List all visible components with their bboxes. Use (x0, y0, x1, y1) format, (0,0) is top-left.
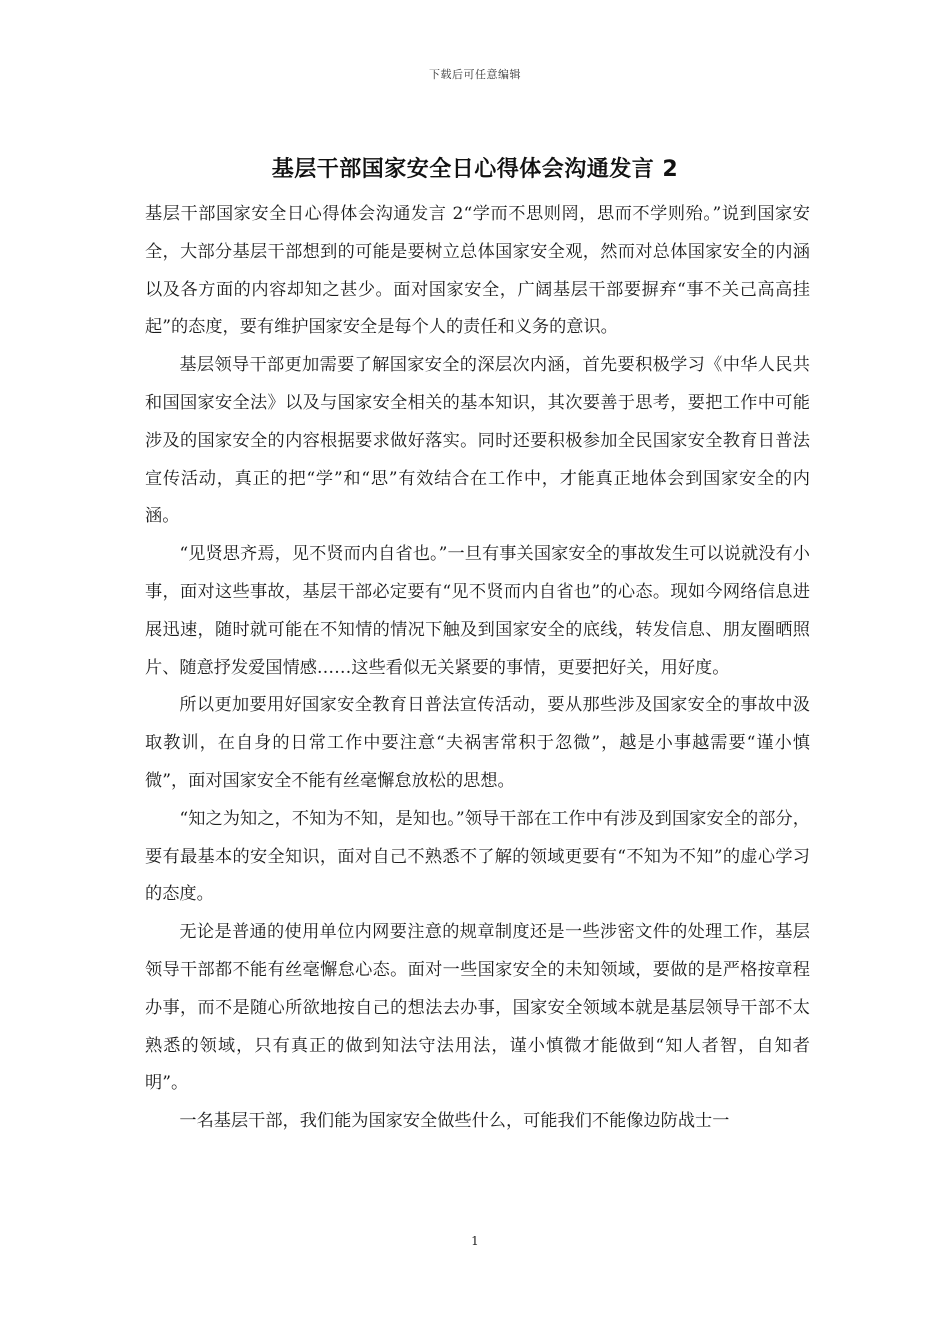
paragraph-3: “见贤思齐焉，见不贤而内自省也。”一旦有事关国家安全的事故发生可以说就没有小事，面对这些事故，基层干部必定要有“见不贤而内自省也”的心态。现如今网络信息进展迅速，随时就可能在不知情的情况下触及到国家安全的底线，转发信息、朋友圈晒照片、随意抒发爱国情感……这些看似无关紧要的事情，更要把好关，用好度。 (145, 544, 810, 678)
page-number: 1 (471, 1234, 479, 1248)
document-title: 基层干部国家安全日心得体会沟通发言 2 (271, 157, 679, 182)
paragraph-7: 一名基层干部，我们能为国家安全做些什么，可能我们不能像边防战士一 (179, 1111, 730, 1132)
paragraph-6: 无论是普通的使用单位内网要注意的规章制度还是一些涉密文件的处理工作，基层领导干部都不能有丝毫懈怠心态。面对一些国家安全的未知领域，要做的是严格按章程办事，而不是随心所欲地按自己的想法去办事，国家安全领域本就是基层领导干部不太熟悉的领域，只有真正的做到知法守法用法，谨小慎微才能做到“知人者智，自知者明”。 (145, 922, 810, 1094)
header-note: 下载后可任意编辑 (429, 68, 521, 81)
document-body (145, 196, 810, 1141)
paragraph-2: 基层领导干部更加需要了解国家安全的深层次内涵，首先要积极学习《中华人民共和国国家安全法》以及与国家安全相关的基本知识，其次要善于思考，要把工作中可能涉及的国家安全的内容根据要求做好落实。同时还要积极参加全民国家安全教育日普法宣传活动，真正的把“学”和“思”有效结合在工作中，才能真正地体会到国家安全的内涵。 (145, 355, 810, 527)
paragraph-4: 所以更加要用好国家安全教育日普法宣传活动，要从那些涉及国家安全的事故中汲取教训，在自身的日常工作中要注意“夫祸害常积于忽微”，越是小事越需要“谨小慎微”，面对国家安全不能有丝毫懈怠放松的思想。 (145, 695, 810, 791)
paragraph-5: “知之为知之，不知为不知，是知也。”领导干部在工作中有涉及到国家安全的部分，要有最基本的安全知识，面对自己不熟悉不了解的领域更要有“不知为不知”的虚心学习的态度。 (145, 808, 810, 905)
paragraph-1: 基层干部国家安全日心得体会沟通发言 2“学而不思则罔，思而不学则殆。”说到国家安全，大部分基层干部想到的可能是要树立总体国家安全观，然而对总体国家安全的内涵以及各方面的内容却知之甚少。面对国家安全，广阔基层干部要摒弃“事不关己高高挂起”的态度，要有维护国家安全是每个人的责任和义务的意识。 (145, 204, 810, 338)
